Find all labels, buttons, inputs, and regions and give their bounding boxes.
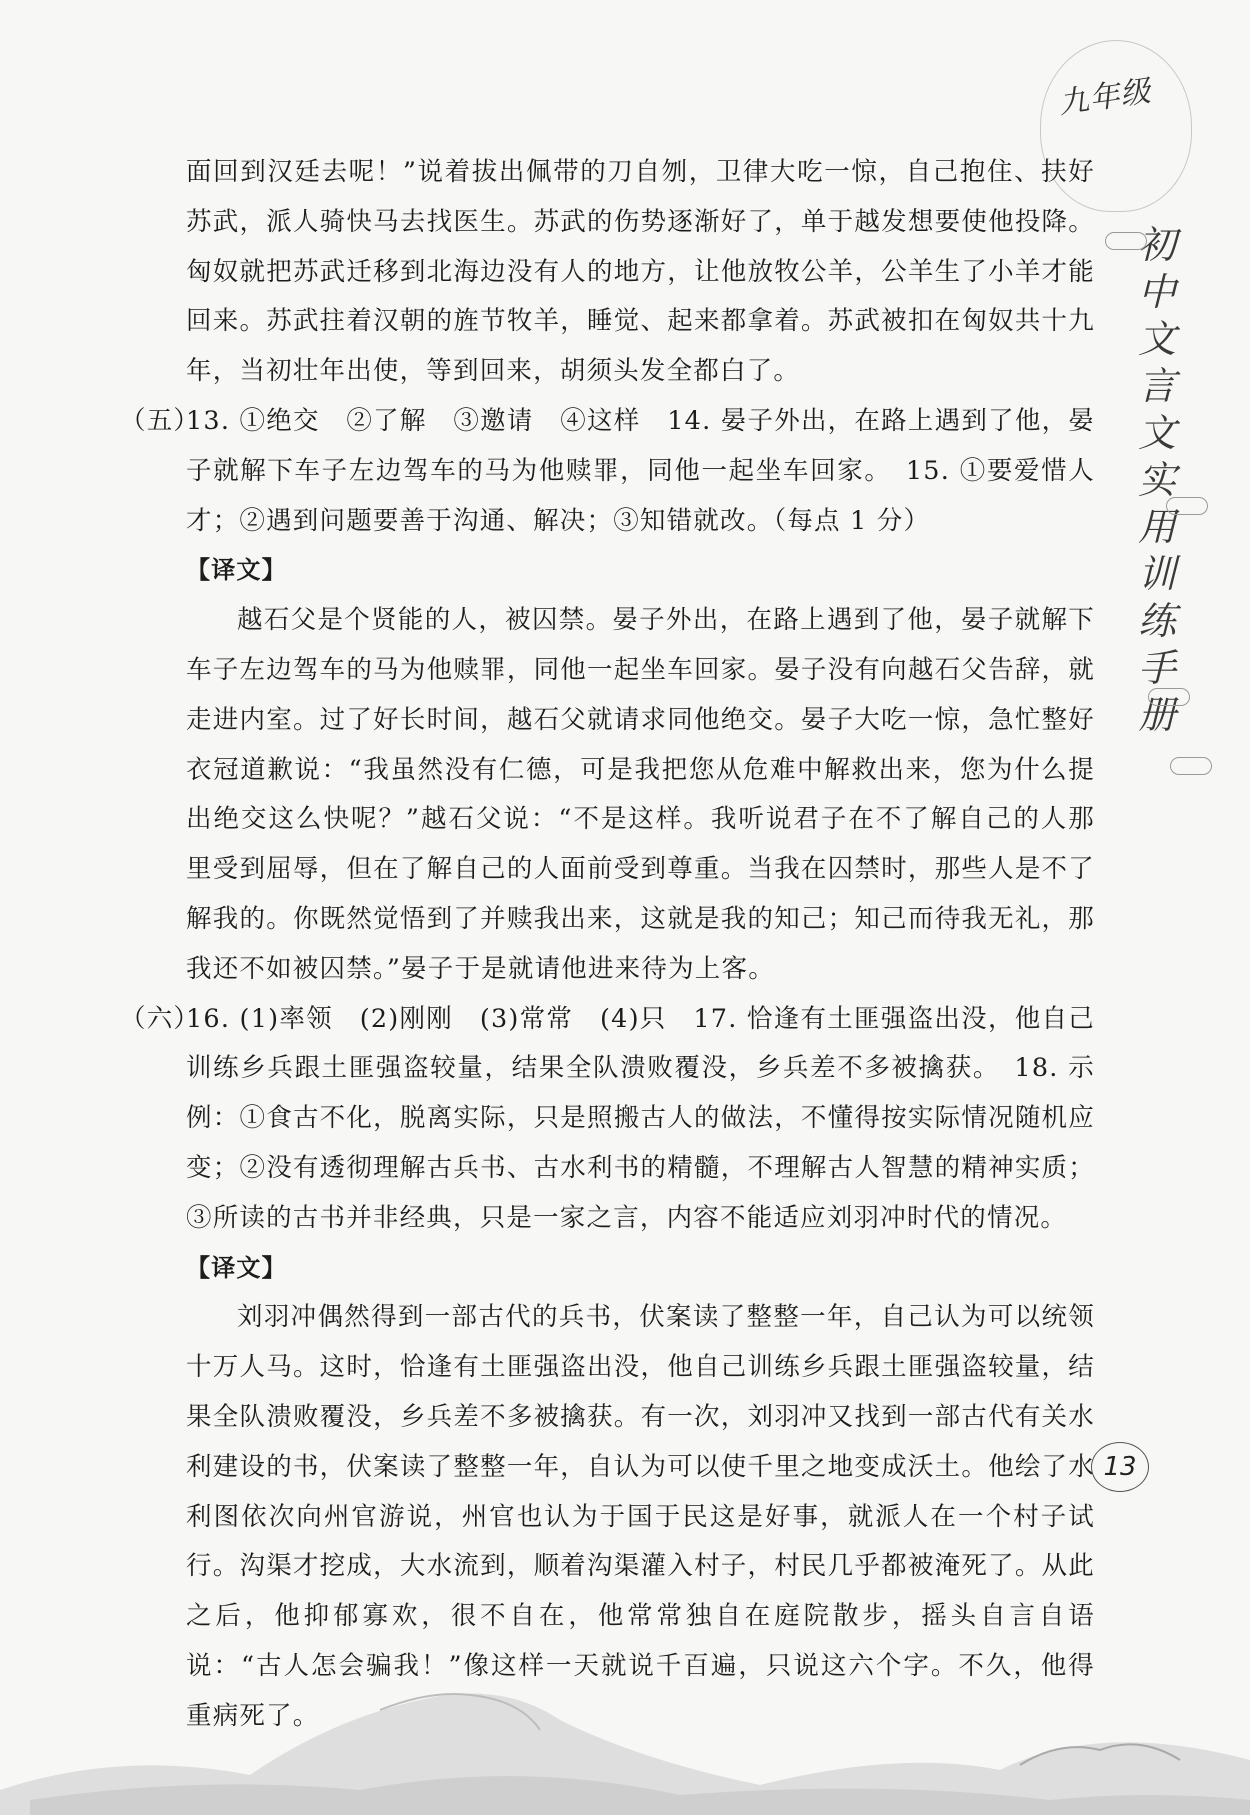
cloud-icon bbox=[1105, 232, 1147, 250]
answer-text: 16. (1)率领 (2)刚刚 (3)常常 (4)只 17. 恰逢有土匪强盗出没，他自己训练乡兵跟土匪强盗较量，结果全队溃败覆没，乡兵差不多被擒获。 18. 示例：①食古不化，脱离实际，只是照搬古人的做法，不懂得按实际情况随机应变；②没有透彻理解古兵书、古水利书的精髓，不理解古人智慧的精神实质；③所读的古书并非经典，只是一家之言，内容不能适应刘羽冲时代的情况。 bbox=[186, 1003, 1095, 1233]
mountain-illustration bbox=[0, 1600, 1250, 1815]
translation-continuation: 面回到汉廷去呢！”说着拔出佩带的刀自刎，卫律大吃一惊，自己抱住、扶好苏武，派人骑快马去找医生。苏武的伤势逐渐好了，单于越发想要使他投降。匈奴就把苏武迁移到北海边没有人的地方，让他放牧公羊，公羊生了小羊才能回来。苏武拄着汉朝的旌节牧羊，睡觉、起来都拿着。苏武被扣在匈奴共十九年，当初壮年出使，等到回来，胡须头发全都白了。 bbox=[186, 157, 1095, 387]
grade-label: 九年级 bbox=[1056, 73, 1154, 122]
answer-section-6 bbox=[120, 995, 1095, 1244]
translation-text: 越石父是个贤能的人，被囚禁。晏子外出，在路上遇到了他，晏子就解下车子左边驾车的马为他赎罪，同他一起坐车回家。晏子没有向越石父告辞，就走进内室。过了好长时间，越石父就请求同他绝交。晏子大吃一惊，急忙整好衣冠道歉说：“我虽然没有仁德，可是我把您从危难中解救出来，您为什么提出绝交这么快呢？”越石父说：“不是这样。我听说君子在不了解自己的人那里受到屈辱，但在了解自己的人面前受到尊重。当我在囚禁时，那些人是不了解我的。你既然觉悟到了并赎我出来，这就是我的知己；知己而待我无礼，那我还不如被囚禁。”晏子于是就请他进来待为上客。 bbox=[186, 605, 1095, 984]
translation-heading: 【译文】 bbox=[186, 556, 287, 585]
cloud-icon bbox=[1166, 497, 1208, 515]
answer-content bbox=[120, 148, 1095, 1742]
cloud-icon bbox=[1170, 757, 1212, 775]
translation-heading: 【译文】 bbox=[186, 1253, 287, 1282]
cloud-icon bbox=[1148, 688, 1190, 706]
page-number: 13 bbox=[1091, 1442, 1149, 1492]
section-number: （五） bbox=[120, 405, 201, 436]
book-title-vertical: 初中文言文实用训练手册 bbox=[1137, 223, 1176, 737]
answer-text: 13. ①绝交 ②了解 ③邀请 ④这样 14. 晏子外出，在路上遇到了他，晏子就解下车子左边驾车的马为他赎罪，同他一起坐车回家。 15. ①要爱惜人才；②遇到问题要善于沟通、解决；③知错就改。（每点 1 分） bbox=[186, 405, 1095, 536]
answer-section-5 bbox=[120, 397, 1095, 546]
section-number: （六） bbox=[120, 1003, 201, 1034]
translation-text: 刘羽冲偶然得到一部古代的兵书，伏案读了整整一年，自己认为可以统领十万人马。这时，恰逢有土匪强盗出没，他自己训练乡兵跟土匪强盗较量，结果全队溃败覆没，乡兵差不多被擒获。有一次，刘羽冲又找到一部古代有关水利建设的书，伏案读了整整一年，自认为可以使千里之地变成沃土。他绘了水利图依次向州官游说，州官也认为于国于民这是好事，就派人在一个村子试行。沟渠才挖成，大水流到，顺着沟渠灌入村子，村民几乎都被淹死了。从此之后，他抑郁寡欢，很不自在，他常常独自在庭院散步，摇头自言自语说：“古人怎会骗我！”像这样一天就说千百遍，只说这六个字。不久，他得重病死了。 bbox=[186, 1302, 1095, 1731]
